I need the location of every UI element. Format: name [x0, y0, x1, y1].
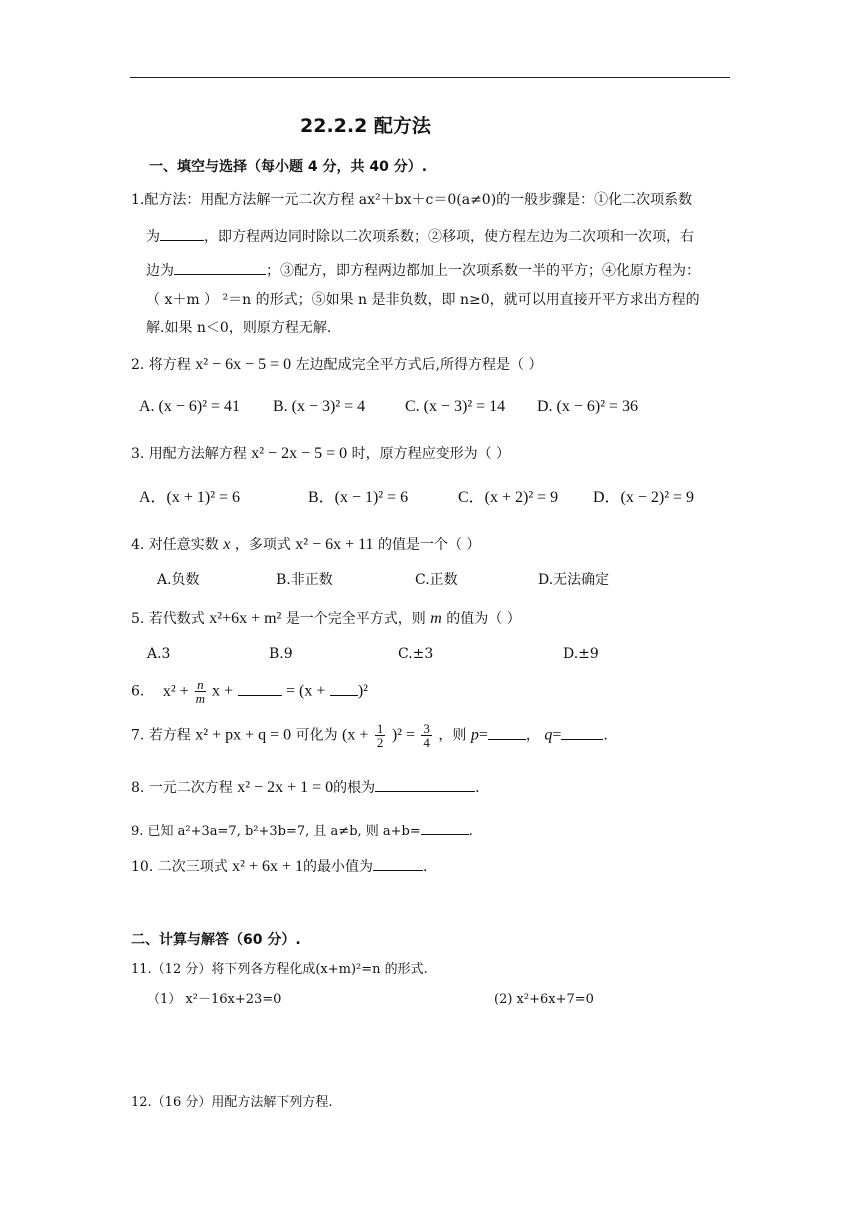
q2-option-b[interactable]: B. (x − 3)² = 4 [273, 398, 366, 415]
q4-stem-c: 的值是一个（ ） [377, 537, 481, 553]
q4-stem-b: ，多项式 [234, 537, 291, 553]
q2-stem-a: 2. 将方程 [131, 357, 191, 373]
q5-option-c[interactable]: C.±3 [398, 646, 434, 662]
q8-stem-b: 的根为 [333, 780, 376, 796]
q6-fraction-denominator: m [195, 691, 206, 706]
q4-option-a[interactable]: A.负数 [157, 572, 200, 588]
q7-blank-p[interactable] [488, 725, 526, 740]
q1-line-1: 1.配方法：用配方法解一元二次方程 ax²＋bx＋c＝0(a≠0)的一般步骤是：①化二次项系数 [131, 192, 693, 208]
q12-stem: 12.（16 分）用配方法解下列方程. [131, 1095, 333, 1110]
q7-equals-p: = [478, 726, 488, 744]
q8-stem [131, 777, 480, 798]
q6-number: 6. [131, 683, 145, 700]
q8-end: . [475, 780, 480, 796]
q7-form-part-1: (x + [342, 726, 369, 744]
q4-variable-x: x [223, 536, 231, 553]
q4-option-b[interactable]: B.非正数 [276, 572, 333, 588]
section-1-heading: 一、填空与选择（每小题 4 分，共 40 分）. [149, 159, 428, 175]
section-2-heading: 二、计算与解答（60 分）. [131, 932, 301, 948]
q5-expression: x²+6x + m² [209, 610, 282, 627]
q1-line-3 [146, 260, 700, 281]
q5-stem-c: 的值为（ ） [446, 611, 521, 627]
q5-option-b[interactable]: B.9 [269, 646, 293, 662]
q7-variable-q: q [544, 726, 553, 744]
q3-option-b[interactable]: B．(x − 1)² = 6 [308, 489, 409, 506]
q7-fraction-1 [375, 722, 386, 749]
q4-option-d[interactable]: D.无法确定 [538, 572, 610, 588]
q10-stem-b: 的最小值为 [303, 859, 374, 875]
q5-variable-m: m [430, 610, 442, 627]
q7-variable-p: p [470, 726, 479, 744]
q6-fraction-numerator: n [197, 677, 204, 692]
q11-stem: 11.（12 分）将下列各方程化成(x+m)²=n 的形式. [131, 962, 428, 977]
q2-option-a[interactable]: A. (x − 6)² = 41 [139, 398, 241, 415]
q3-stem-a: 3. 用配方法解方程 [131, 446, 247, 462]
q7-fraction-1-numerator: 1 [376, 721, 384, 736]
header-rule [130, 77, 730, 78]
q2-option-c[interactable]: C. (x − 3)² = 14 [405, 398, 506, 415]
q5-stem-b: 是一个完全平方式，则 [285, 611, 426, 627]
q1-line-3b: ；③配方，即方程两边都加上一次项系数一半的平方；④化原方程为： [266, 263, 700, 279]
q5-stem-a: 5. 若代数式 [131, 611, 205, 627]
q3-stem [131, 444, 510, 464]
q7-equation: x² + px + q = 0 [195, 726, 292, 744]
q1-line-2a: 为 [146, 229, 160, 245]
q10-answer-blank[interactable] [373, 856, 423, 871]
q1-line-4: （ x＋m ） ²＝n 的形式；⑤如果 n 是非负数，即 n≥0，就可以用直接开平方求出方程的 [146, 292, 700, 308]
q6-part-3: = (x + [285, 682, 326, 700]
q4-option-c[interactable]: C.正数 [415, 572, 458, 588]
q7-fraction-1-denominator: 2 [376, 735, 384, 750]
q2-stem [131, 355, 543, 375]
q7-fraction-2-denominator: 4 [423, 735, 430, 750]
q1-blank-2[interactable] [174, 260, 266, 275]
q6-blank-2[interactable] [330, 681, 358, 696]
q7-end: . [603, 727, 608, 744]
q3-stem-b: 时，原方程应变形为（ ） [351, 446, 511, 462]
q2-equation: x² − 6x − 5 = 0 [195, 356, 292, 373]
q3-option-d[interactable]: D．(x − 2)² = 9 [593, 489, 695, 506]
q8-stem-a: 8. 一元二次方程 [131, 780, 233, 796]
q4-polynomial: x² − 6x + 11 [295, 536, 374, 553]
q1-line-3a: 边为 [146, 263, 174, 279]
q7-fraction-2-numerator: 3 [423, 721, 430, 736]
q11-part-1: （1） x²－16x+23=0 [147, 992, 282, 1007]
q7-stem-a: 7. 若方程 [131, 727, 191, 744]
q10-expression: x² + 6x + 1 [232, 858, 304, 875]
q10-stem-a: 10. 二次三项式 [131, 859, 228, 875]
q4-stem-a: 4. 对任意实数 [131, 537, 219, 553]
q4-stem [131, 535, 480, 555]
q6-part-2: x + [212, 682, 234, 700]
q7-stem [131, 722, 608, 749]
q6-part-4: )² [357, 682, 368, 700]
q3-equation: x² − 2x − 5 = 0 [251, 445, 348, 462]
q7-form-part-2: )² = [391, 726, 415, 744]
q6-blank-1[interactable] [238, 681, 282, 696]
q10-stem [131, 856, 427, 877]
q5-option-d[interactable]: D.±9 [563, 646, 599, 662]
page-title: 22.2.2 配方法 [300, 115, 431, 137]
q5-option-a[interactable]: A.3 [147, 646, 171, 662]
q2-stem-b: 左边配成完全平方式后,所得方程是（ ） [295, 357, 543, 373]
q3-option-a[interactable]: A．(x + 1)² = 6 [139, 489, 241, 506]
q1-blank-1[interactable] [160, 226, 204, 241]
q5-stem [131, 609, 521, 629]
q9-end: . [468, 824, 473, 839]
q7-equals-q: = [552, 726, 562, 744]
q2-option-d[interactable]: D. (x − 6)² = 36 [537, 398, 639, 415]
q8-equation: x² − 2x + 1 = 0 [237, 779, 334, 796]
q1-line-5: 解.如果 n＜0，则原方程无解. [146, 320, 332, 336]
q3-option-c[interactable]: C．(x + 2)² = 9 [458, 489, 559, 506]
q6-fraction [195, 678, 206, 705]
q7-blank-q[interactable] [561, 725, 603, 740]
q7-mid: 可化为 [295, 727, 338, 744]
q7-separator: ， [525, 727, 540, 744]
q6-expression [131, 678, 368, 705]
q7-then: ，则 [438, 727, 467, 744]
q6-part-1: x² + [162, 682, 189, 700]
q1-line-2b: ，即方程两边同时除以二次项系数；②移项，使方程左边为二次项和一次项，右 [204, 229, 694, 245]
q9-answer-blank[interactable] [421, 820, 469, 835]
q9-stem [131, 820, 473, 842]
q8-answer-blank[interactable] [375, 777, 475, 792]
q1-line-2 [146, 226, 694, 247]
q10-end: . [423, 859, 428, 875]
q11-part-2: (2) x²+6x+7=0 [494, 992, 594, 1007]
q7-fraction-2 [421, 722, 432, 749]
q9-text: 9. 已知 a²+3a=7, b²+3b=7, 且 a≠b, 则 a+b= [131, 824, 421, 839]
